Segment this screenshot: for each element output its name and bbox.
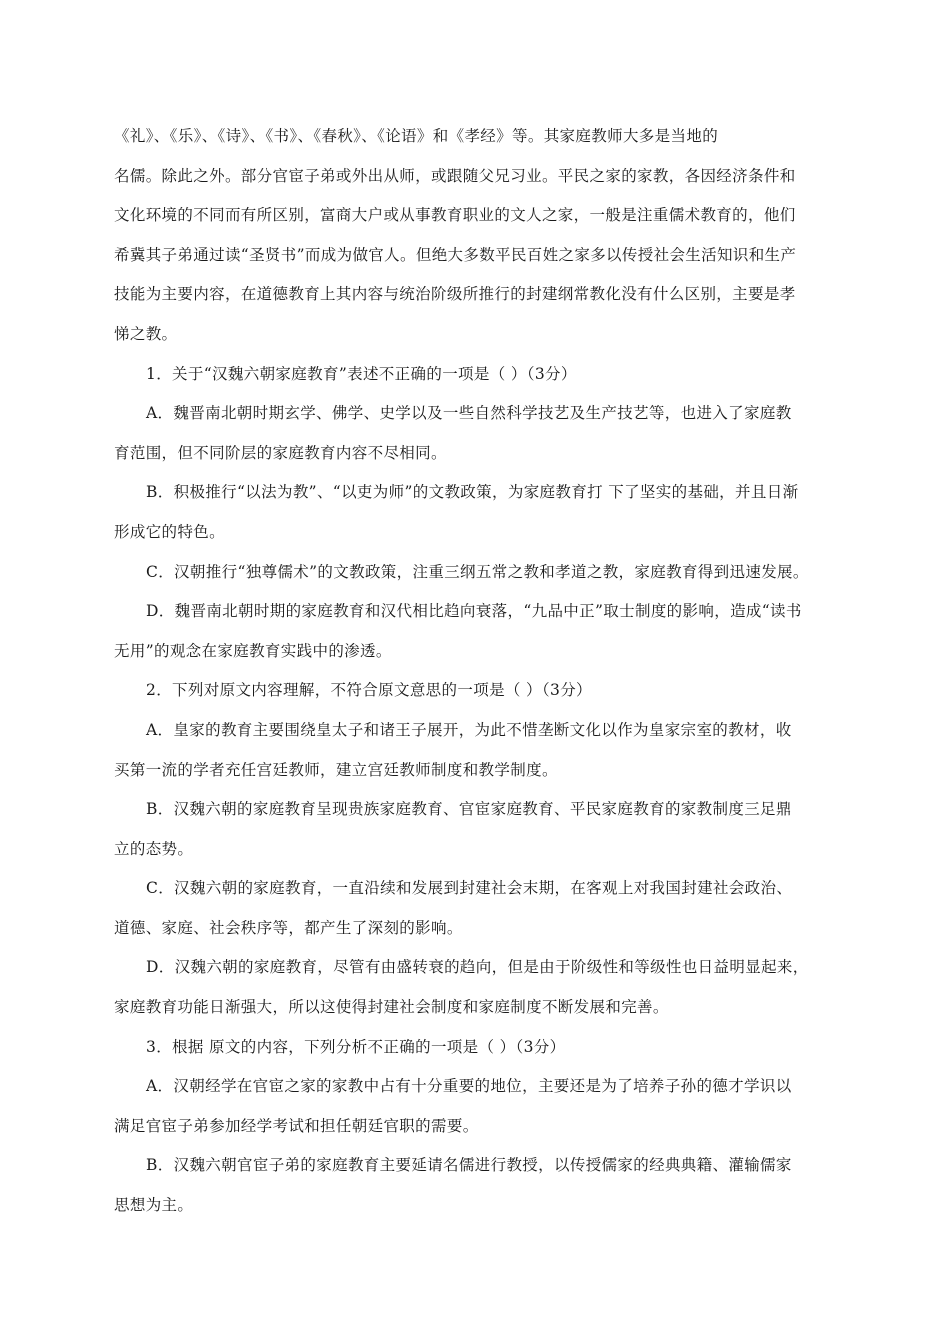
passage-line: 名儒。除此之外。部分官宦子弟或外出从师，或跟随父兄习业。平民之家的家教，各因经济条件和 xyxy=(114,166,796,185)
passage-line: 希冀其子弟通过读“圣贤书”而成为做官人。但绝大多数平民百姓之家多以传授社会生活知识和生产 xyxy=(114,245,797,264)
question-1-option-b: B．积极推行“以法为教”、“以吏为师”的文教政策，为家庭教育打 下了坚实的基础，并且日渐 xyxy=(146,483,799,502)
question-3-option-b: B．汉魏六朝官宦子弟的家庭教育主要延请名儒进行教授，以传授儒家的经典典籍、灌输儒家 xyxy=(146,1156,792,1175)
question-1-option-d: D．魏晋南北朝时期的家庭教育和汉代相比趋向衰落，“九品中正”取士制度的影响，造成“读书 xyxy=(146,602,802,621)
question-2-option-a-cont: 买第一流的学者充任宫廷教师，建立宫廷教师制度和教学制度。 xyxy=(114,760,558,779)
passage-line: 技能为主要内容，在道德教育上其内容与统治阶级所推行的封建纲常教化没有什么区别，主要是孝 xyxy=(114,285,796,304)
question-1-option-d-cont: 无用”的观念在家庭教育实践中的渗透。 xyxy=(114,641,392,660)
question-1-option-a: A．魏晋南北朝时期玄学、佛学、史学以及一些自然科学技艺及生产技艺等，也进入了家庭教 xyxy=(146,404,792,423)
question-2-option-b: B．汉魏六朝的家庭教育呈现贵族家庭教育、官宦家庭教育、平民家庭教育的家教制度三足鼎 xyxy=(146,800,792,819)
question-1-option-b-cont: 形成它的特色。 xyxy=(114,522,225,541)
question-3-option-b-cont: 思想为主。 xyxy=(114,1196,194,1215)
question-2-option-a: A．皇家的教育主要围绕皇太子和诸王子展开，为此不惜垄断文化以作为皇家宗室的教材，收 xyxy=(146,720,792,739)
question-3-stem: 3．根据 原文的内容，下列分析不正确的一项是（ ）（3分） xyxy=(146,1037,566,1056)
passage-paragraph xyxy=(114,117,840,355)
question-2-stem: 2．下列对原文内容理解，不符合原文意思的一项是（ ）（3分） xyxy=(146,681,592,700)
passage-line: 悌之教。 xyxy=(114,324,178,343)
document-page xyxy=(114,117,840,1226)
question-2-option-d: D．汉魏六朝的家庭教育，尽管有由盛转衰的趋向，但是由于阶级性和等级性也日益明显起来， xyxy=(146,958,809,977)
question-2-option-c-cont: 道德、家庭、社会秩序等，都产生了深刻的影响。 xyxy=(114,918,463,937)
question-2 xyxy=(114,671,840,1027)
question-2-option-d-cont: 家庭教育功能日渐强大，所以这使得封建社会制度和家庭制度不断发展和完善。 xyxy=(114,998,669,1017)
question-1-option-a-cont: 育范围，但不同阶层的家庭教育内容不尽相同。 xyxy=(114,443,447,462)
question-1-stem: 1．关于“汉魏六朝家庭教育”表述不正确的一项是（ ）（3分） xyxy=(146,364,577,383)
passage-line: 《礼》、《乐》、《诗》、《书》、《春秋》、《论语》和《孝经》等。其家庭教师大多是当地的 xyxy=(114,127,719,145)
question-1 xyxy=(114,355,840,672)
question-3-option-a: A．汉朝经学在官宦之家的家教中占有十分重要的地位，主要还是为了培养子孙的德才学识以 xyxy=(146,1077,792,1096)
passage-line: 文化环境的不同而有所区别，富商大户或从事教育职业的文人之家，一般是注重儒术教育的，他们 xyxy=(114,206,796,225)
question-1-option-c: C．汉朝推行“独尊儒术”的文教政策，注重三纲五常之教和孝道之教，家庭教育得到迅速发展。 xyxy=(146,562,809,581)
question-3-option-a-cont: 满足官宦子弟参加经学考试和担任朝廷官职的需要。 xyxy=(114,1116,479,1135)
question-2-option-c: C．汉魏六朝的家庭教育，一直沿续和发展到封建社会末期，在客观上对我国封建社会政治、 xyxy=(146,879,793,898)
question-3 xyxy=(114,1028,840,1226)
question-2-option-b-cont: 立的态势。 xyxy=(114,839,194,858)
